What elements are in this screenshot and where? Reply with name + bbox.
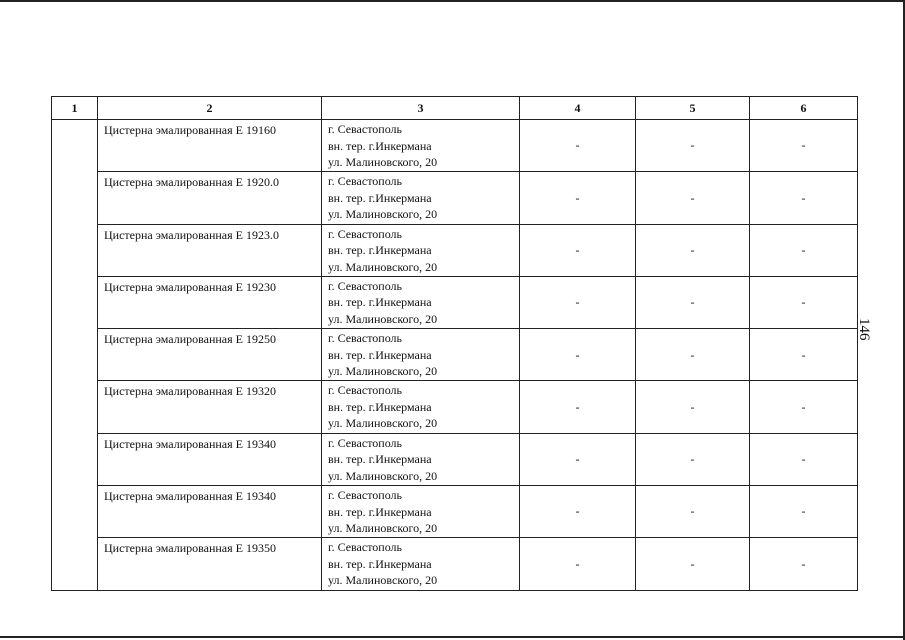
address-cell [322, 486, 520, 538]
address-street: ул. Малиновского, 20 [328, 259, 438, 274]
column-header-4: 4 [520, 97, 636, 120]
address-city: г. Севастополь [328, 540, 403, 555]
address-cell [322, 172, 520, 224]
column-header-2: 2 [98, 97, 322, 120]
column-5-cell: - [636, 224, 750, 276]
address-city: г. Севастополь [328, 122, 403, 136]
address-district: вн. тер. г.Инкермана [328, 190, 432, 205]
item-name-cell: Цистерна эмалированная Е 19340 [98, 486, 322, 538]
address-city: г. Севастополь [328, 226, 403, 241]
column-4-cell: - [520, 486, 636, 538]
address-street: ул. Малиновского, 20 [328, 468, 438, 483]
address-cell [322, 538, 520, 590]
page-number: 146 [856, 318, 872, 341]
column-5-cell: - [636, 381, 750, 433]
item-name-cell: Цистерна эмалированная Е 19350 [98, 538, 322, 590]
address-street: ул. Малиновского, 20 [328, 364, 438, 379]
column-5-cell: - [636, 433, 750, 485]
address-cell [322, 381, 520, 433]
column-6-cell: - [750, 224, 858, 276]
address-cell [322, 329, 520, 381]
column-4-cell: - [520, 381, 636, 433]
table-row [52, 538, 858, 590]
column-4-cell: - [520, 172, 636, 224]
address-district: вн. тер. г.Инкермана [328, 556, 432, 571]
column-6-cell: - [750, 120, 858, 172]
table-row [52, 120, 858, 172]
address-city: г. Севастополь [328, 488, 403, 503]
merged-index-cell [52, 120, 98, 591]
column-header-1: 1 [52, 97, 98, 120]
column-4-cell: - [520, 224, 636, 276]
column-5-cell: - [636, 329, 750, 381]
column-5-cell: - [636, 486, 750, 538]
item-name-cell: Цистерна эмалированная Е 1920.0 [98, 172, 322, 224]
column-4-cell: - [520, 433, 636, 485]
address-street: ул. Малиновского, 20 [328, 207, 438, 222]
address-cell [322, 224, 520, 276]
address-district: вн. тер. г.Инкермана [328, 504, 432, 519]
address-district: вн. тер. г.Инкермана [328, 295, 432, 310]
table-row [52, 381, 858, 433]
address-district: вн. тер. г.Инкермана [328, 399, 432, 414]
column-6-cell: - [750, 276, 858, 328]
column-5-cell: - [636, 172, 750, 224]
table-header-row [52, 97, 858, 120]
item-name-cell: Цистерна эмалированная Е 19340 [98, 433, 322, 485]
address-city: г. Севастополь [328, 383, 403, 398]
item-name-cell: Цистерна эмалированная Е 19230 [98, 276, 322, 328]
table-row [52, 276, 858, 328]
column-6-cell: - [750, 381, 858, 433]
address-district: вн. тер. г.Инкермана [328, 243, 432, 258]
item-name-cell: Цистерна эмалированная Е 19250 [98, 329, 322, 381]
address-street: ул. Малиновского, 20 [328, 311, 438, 326]
address-district: вн. тер. г.Инкермана [328, 452, 432, 467]
address-cell [322, 276, 520, 328]
column-header-6: 6 [750, 97, 858, 120]
table-row [52, 172, 858, 224]
scan-edge-top [0, 0, 905, 2]
table-body [52, 120, 858, 591]
address-city: г. Севастополь [328, 331, 403, 346]
column-4-cell: - [520, 538, 636, 590]
column-6-cell: - [750, 329, 858, 381]
document-table [51, 96, 858, 591]
table-row [52, 433, 858, 485]
address-street: ул. Малиновского, 20 [328, 573, 438, 588]
column-6-cell: - [750, 172, 858, 224]
column-header-5: 5 [636, 97, 750, 120]
column-4-cell: - [520, 120, 636, 172]
column-6-cell: - [750, 538, 858, 590]
table-row [52, 486, 858, 538]
address-street: ул. Малиновского, 20 [328, 521, 438, 536]
column-4-cell: - [520, 329, 636, 381]
column-4-cell: - [520, 276, 636, 328]
address-district: вн. тер. г.Инкермана [328, 138, 432, 153]
table-row [52, 224, 858, 276]
table-row [52, 329, 858, 381]
address-street: ул. Малиновского, 20 [328, 416, 438, 431]
column-5-cell: - [636, 120, 750, 172]
column-header-3: 3 [322, 97, 520, 120]
address-city: г. Севастополь [328, 174, 403, 189]
item-name-cell: Цистерна эмалированная Е 19320 [98, 381, 322, 433]
address-street: ул. Малиновского, 20 [328, 155, 438, 169]
scan-edge-bottom [0, 636, 905, 638]
address-district: вн. тер. г.Инкермана [328, 347, 432, 362]
item-name-cell: Цистерна эмалированная Е 1923.0 [98, 224, 322, 276]
address-city: г. Севастополь [328, 435, 403, 450]
address-cell [322, 433, 520, 485]
address-cell [322, 120, 520, 172]
column-6-cell: - [750, 486, 858, 538]
column-5-cell: - [636, 276, 750, 328]
column-6-cell: - [750, 433, 858, 485]
item-name-cell: Цистерна эмалированная Е 19160 [98, 120, 322, 172]
address-city: г. Севастополь [328, 278, 403, 293]
column-5-cell: - [636, 538, 750, 590]
